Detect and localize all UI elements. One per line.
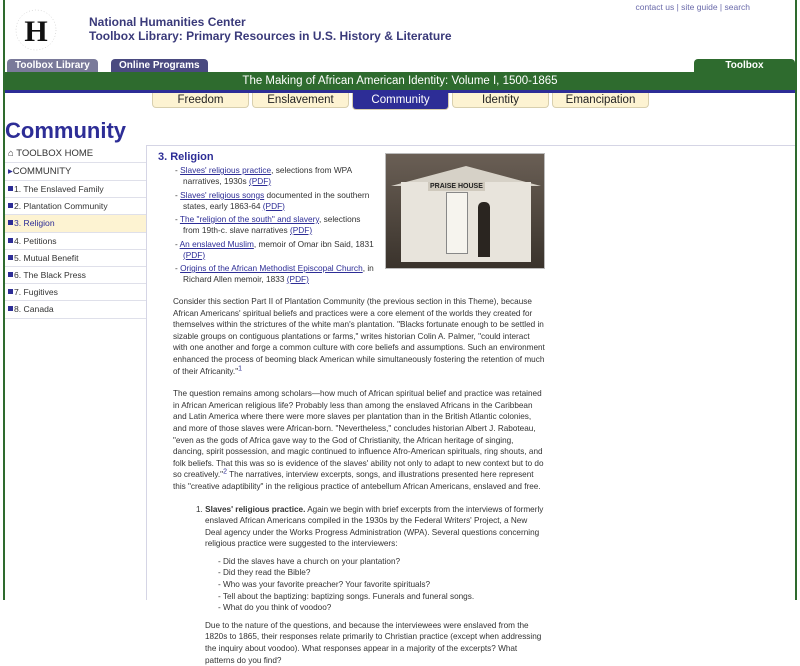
collection-banner: The Making of African American Identity: Volume I, 1500-1865 bbox=[5, 72, 795, 90]
question: - Who was your favorite preacher? Your favorite spirituals? bbox=[196, 579, 546, 591]
resource-link[interactable]: Slaves' religious practice bbox=[180, 165, 271, 175]
list-item: - Slaves' religious songs documented in the southern states, early 1863-64 (PDF) bbox=[175, 190, 375, 212]
list-item: - The "religion of the south" and slavery, selections from 19th-c. slave narratives (PDF) bbox=[175, 214, 375, 236]
sidebar-item-label: TOOLBOX HOME bbox=[16, 148, 93, 159]
site-guide-link[interactable]: site guide bbox=[681, 2, 717, 12]
pdf-link[interactable]: (PDF) bbox=[263, 201, 285, 211]
resource-desc: documented in the southern states, early 1863-64 bbox=[183, 190, 369, 211]
resource-link[interactable]: Slaves' religious songs bbox=[180, 190, 264, 200]
site-subtitle: Toolbox Library: Primary Resources in U.S. History & Literature bbox=[89, 29, 452, 43]
utility-links: contact us | site guide | search bbox=[635, 2, 750, 12]
bullet-icon bbox=[8, 238, 13, 243]
paragraph-text: Consider this section Part II of Plantation Community (the previous section in this Theme), because African Americans' spiritual beliefs and practices were a core element of the worlds they created for themselves within the strictures of the white man's plantation. "Blacks fortunate enough to be settled in sizable groups on contiguous plantations or farms," writes historian Colin A. Palmer, "could interact with one another and forge a common culture with core beliefs and assumptions. Such an environment enhanced the process of beoming black American while simultaneously fostering the retention of much of their Africanity." bbox=[173, 297, 545, 376]
sidebar-item-label: 4. Petitions bbox=[14, 236, 57, 246]
svg-text:H: H bbox=[24, 15, 47, 48]
theme-tab-freedom[interactable]: Freedom bbox=[152, 93, 249, 108]
footnote-1[interactable]: 1 bbox=[238, 365, 242, 372]
org-name[interactable]: National Humanities Center bbox=[89, 15, 452, 29]
sidebar-item-petitions[interactable] bbox=[5, 233, 146, 250]
list-item: - Slaves' religious practice, selections from WPA narratives, 1930s (PDF) bbox=[175, 165, 375, 187]
pdf-link[interactable]: (PDF) bbox=[287, 274, 309, 284]
sidebar-item-label: COMMUNITY bbox=[13, 166, 72, 177]
intro-paragraph bbox=[173, 296, 546, 377]
page-title: Community bbox=[5, 118, 126, 143]
search-link[interactable]: search bbox=[724, 2, 750, 12]
photo-door bbox=[446, 192, 468, 254]
divider bbox=[147, 145, 795, 146]
sidebar-item-mutual-benefit[interactable] bbox=[5, 250, 146, 267]
sidebar-item-label: 5. Mutual Benefit bbox=[14, 253, 79, 263]
paragraph-text: The question remains among scholars—how much of African spiritual belief and practice was retained in African American religious life? Probably less than among the enslaved Africans in the Caribbean and Latin America where there were more slaves per plantation than in the British Atlantic colonies, and more of those slaves were African-born. "Nevertheless," concludes historian Albert J. Raboteau, "even as the gods of Africa gave way to the God of Christianity, the African heritage of singing, dancing, spirit possession, and magic continued to influence Afro-American spirituals, ring shouts, and folk beliefs. That this was so is evidence of the slaves' ability not only to adapt to new context but to do so creatively." bbox=[173, 389, 544, 479]
bullet-icon bbox=[8, 272, 13, 277]
resource-desc: , memoir of Omar ibn Said, 1831 bbox=[254, 239, 374, 249]
pdf-link[interactable]: (PDF) bbox=[290, 225, 312, 235]
sidebar-item-canada[interactable] bbox=[5, 301, 146, 318]
pdf-link[interactable]: (PDF) bbox=[183, 250, 205, 260]
bullet-icon bbox=[8, 289, 13, 294]
resource-link[interactable]: An enslaved Muslim bbox=[180, 239, 254, 249]
resource-desc: , selections from WPA narratives, 1930s bbox=[183, 165, 352, 186]
sidebar-item-fugitives[interactable] bbox=[5, 284, 146, 301]
site-header bbox=[89, 15, 452, 43]
photo-sign: PRAISE HOUSE bbox=[428, 182, 485, 191]
sidebar-item-religion[interactable] bbox=[5, 215, 146, 232]
sidebar-item-enslaved-family[interactable] bbox=[5, 181, 146, 198]
resource-list bbox=[175, 165, 375, 288]
article-body bbox=[173, 296, 546, 666]
tab-toolbox-library[interactable]: Toolbox Library bbox=[7, 59, 98, 73]
sidebar-item-label: 6. The Black Press bbox=[14, 270, 86, 280]
item-title: Slaves' religious practice. bbox=[205, 505, 305, 514]
pdf-link[interactable]: (PDF) bbox=[249, 176, 271, 186]
item-number: 1. bbox=[196, 505, 203, 514]
bullet-icon bbox=[8, 255, 13, 260]
list-item: - Origins of the African Methodist Episcopal Church, in Richard Allen memoir, 1833 (PDF) bbox=[175, 263, 375, 285]
theme-tab-identity[interactable]: Identity bbox=[452, 93, 549, 108]
question: - Did the slaves have a church on your plantation? bbox=[196, 556, 546, 568]
resource-desc: , selections from 19th-c. slave narratives bbox=[183, 214, 360, 235]
photo-figure bbox=[478, 202, 490, 257]
contact-us-link[interactable]: contact us bbox=[635, 2, 674, 12]
question: - Did they read the Bible? bbox=[196, 567, 546, 579]
sidebar-item-label: 1. The Enslaved Family bbox=[14, 184, 104, 194]
sidebar bbox=[5, 145, 147, 600]
theme-tab-emancipation[interactable]: Emancipation bbox=[552, 93, 649, 108]
second-paragraph bbox=[173, 388, 546, 492]
sidebar-item-community[interactable] bbox=[5, 163, 146, 181]
home-icon: ⌂ bbox=[8, 148, 14, 159]
item-followup: Due to the nature of the questions, and because the interviewees were enslaved from the 1820s to 1865, their responses relate primarily to Christian practice (except when addressing the inquiry about voodoo). What responses appear in a majority of the excerpts? What patterns do you find? bbox=[196, 620, 546, 666]
sidebar-item-label: 3. Religion bbox=[14, 218, 55, 228]
sidebar-item-plantation-community[interactable] bbox=[5, 198, 146, 215]
question: - What do you think of voodoo? bbox=[196, 602, 546, 614]
tab-toolbox[interactable]: Toolbox bbox=[694, 59, 795, 73]
bullet-icon bbox=[8, 306, 13, 311]
footnote-2[interactable]: 2 bbox=[223, 469, 227, 476]
question: - Tell about the baptizing: baptizing songs. Funerals and funeral songs. bbox=[196, 591, 546, 603]
nhc-logo[interactable] bbox=[14, 4, 58, 56]
theme-tab-community[interactable]: Community bbox=[352, 93, 449, 110]
resource-link[interactable]: The "religion of the south" and slavery bbox=[180, 214, 319, 224]
section-heading: 3. Religion bbox=[158, 151, 214, 164]
bullet-icon bbox=[8, 220, 13, 225]
theme-tab-enslavement[interactable]: Enslavement bbox=[252, 93, 349, 108]
sidebar-item-black-press[interactable] bbox=[5, 267, 146, 284]
sidebar-item-label: 7. Fugitives bbox=[14, 287, 58, 297]
resource-link[interactable]: Origins of the African Methodist Episcopal Church bbox=[180, 263, 363, 273]
sidebar-item-label: 8. Canada bbox=[14, 304, 54, 314]
caret-right-icon: ▸ bbox=[8, 166, 13, 177]
sidebar-item-toolbox-home[interactable] bbox=[5, 145, 146, 163]
sidebar-item-label: 2. Plantation Community bbox=[14, 201, 108, 211]
item-text: Again we begin with brief excerpts from the interviews of formerly enslaved African Americans compiled in the 1930s by the Federal Writers' Project, a New Deal agency under the Works Progress Administration (WPA). Several questions concerning religious practice were suggested to the interviewers: bbox=[205, 505, 543, 549]
tab-online-programs[interactable]: Online Programs bbox=[111, 59, 208, 73]
bullet-icon bbox=[8, 203, 13, 208]
praise-house-photo bbox=[385, 153, 545, 269]
paragraph-text: The narratives, interview excerpts, songs, and illustrations presented here represent this "creative adaptibility" in the religious practice of antebellum African Americans, enslaved and free. bbox=[173, 470, 541, 491]
resource-desc: , in Richard Allen memoir, 1833 bbox=[183, 263, 374, 284]
bullet-icon bbox=[8, 186, 13, 191]
numbered-item-1 bbox=[196, 504, 546, 666]
list-item: - An enslaved Muslim, memoir of Omar ibn Said, 1831 (PDF) bbox=[175, 239, 375, 261]
